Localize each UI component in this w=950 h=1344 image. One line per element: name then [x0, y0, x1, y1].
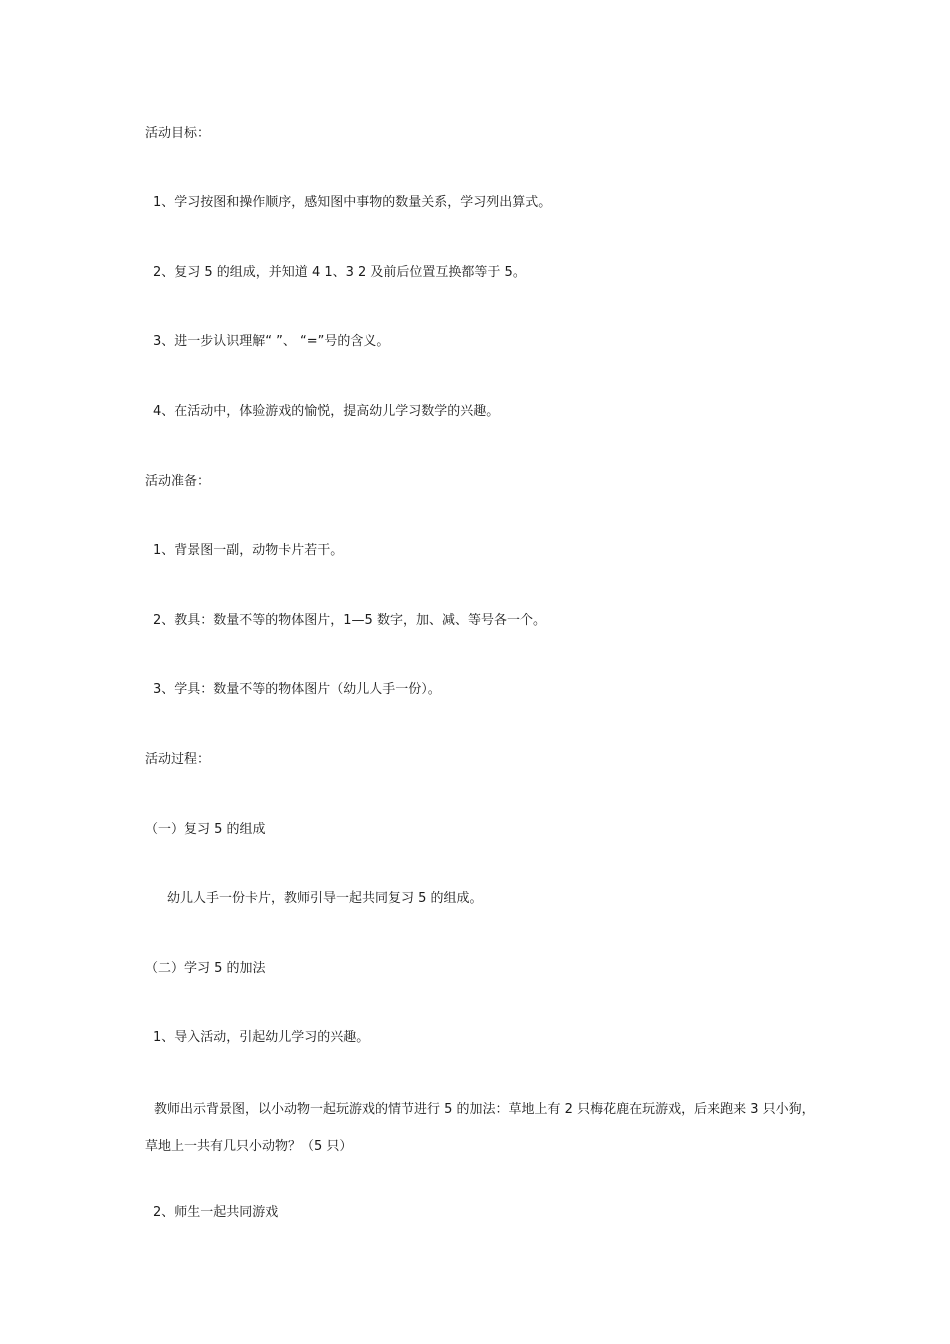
goal-item-1: 1、学习按图和操作顺序，感知图中事物的数量关系，学习列出算式。	[153, 195, 552, 210]
prep-item-2: 2、教具：数量不等的物体图片，1—5 数字，加、减、等号各一个。	[153, 613, 546, 628]
section2-story: 教师出示背景图，以小动物一起玩游戏的情节进行 5 的加法：草地上有 2 只梅花鹿在玩游戏，后来跑来 3 只小狗，草地上一共有几只小动物？（5 只）	[145, 1102, 815, 1154]
goal-item-3: 3、进一步认识理解“ ”、 “=”号的含义。	[153, 334, 390, 349]
process-heading: 活动过程：	[145, 752, 211, 767]
prep-heading: 活动准备：	[145, 474, 211, 489]
section1-title: （一）复习 5 的组成	[145, 822, 266, 837]
prep-item-1: 1、背景图一副，动物卡片若干。	[153, 543, 344, 558]
goal-item-4: 4、在活动中，体验游戏的愉悦，提高幼儿学习数学的兴趣。	[153, 404, 500, 419]
section2-step1: 1、导入活动，引起幼儿学习的兴趣。	[153, 1030, 370, 1045]
goals-heading: 活动目标：	[145, 126, 211, 141]
goal-item-2: 2、复习 5 的组成，并知道 4 1、3 2 及前后位置互换都等于 5。	[153, 265, 526, 280]
section1-text: 幼儿人手一份卡片，教师引导一起共同复习 5 的组成。	[167, 891, 483, 906]
section2-step2: 2、师生一起共同游戏	[153, 1205, 279, 1220]
section2-title: （二）学习 5 的加法	[145, 961, 266, 976]
prep-item-3: 3、学具：数量不等的物体图片（幼儿人手一份）。	[153, 682, 441, 697]
